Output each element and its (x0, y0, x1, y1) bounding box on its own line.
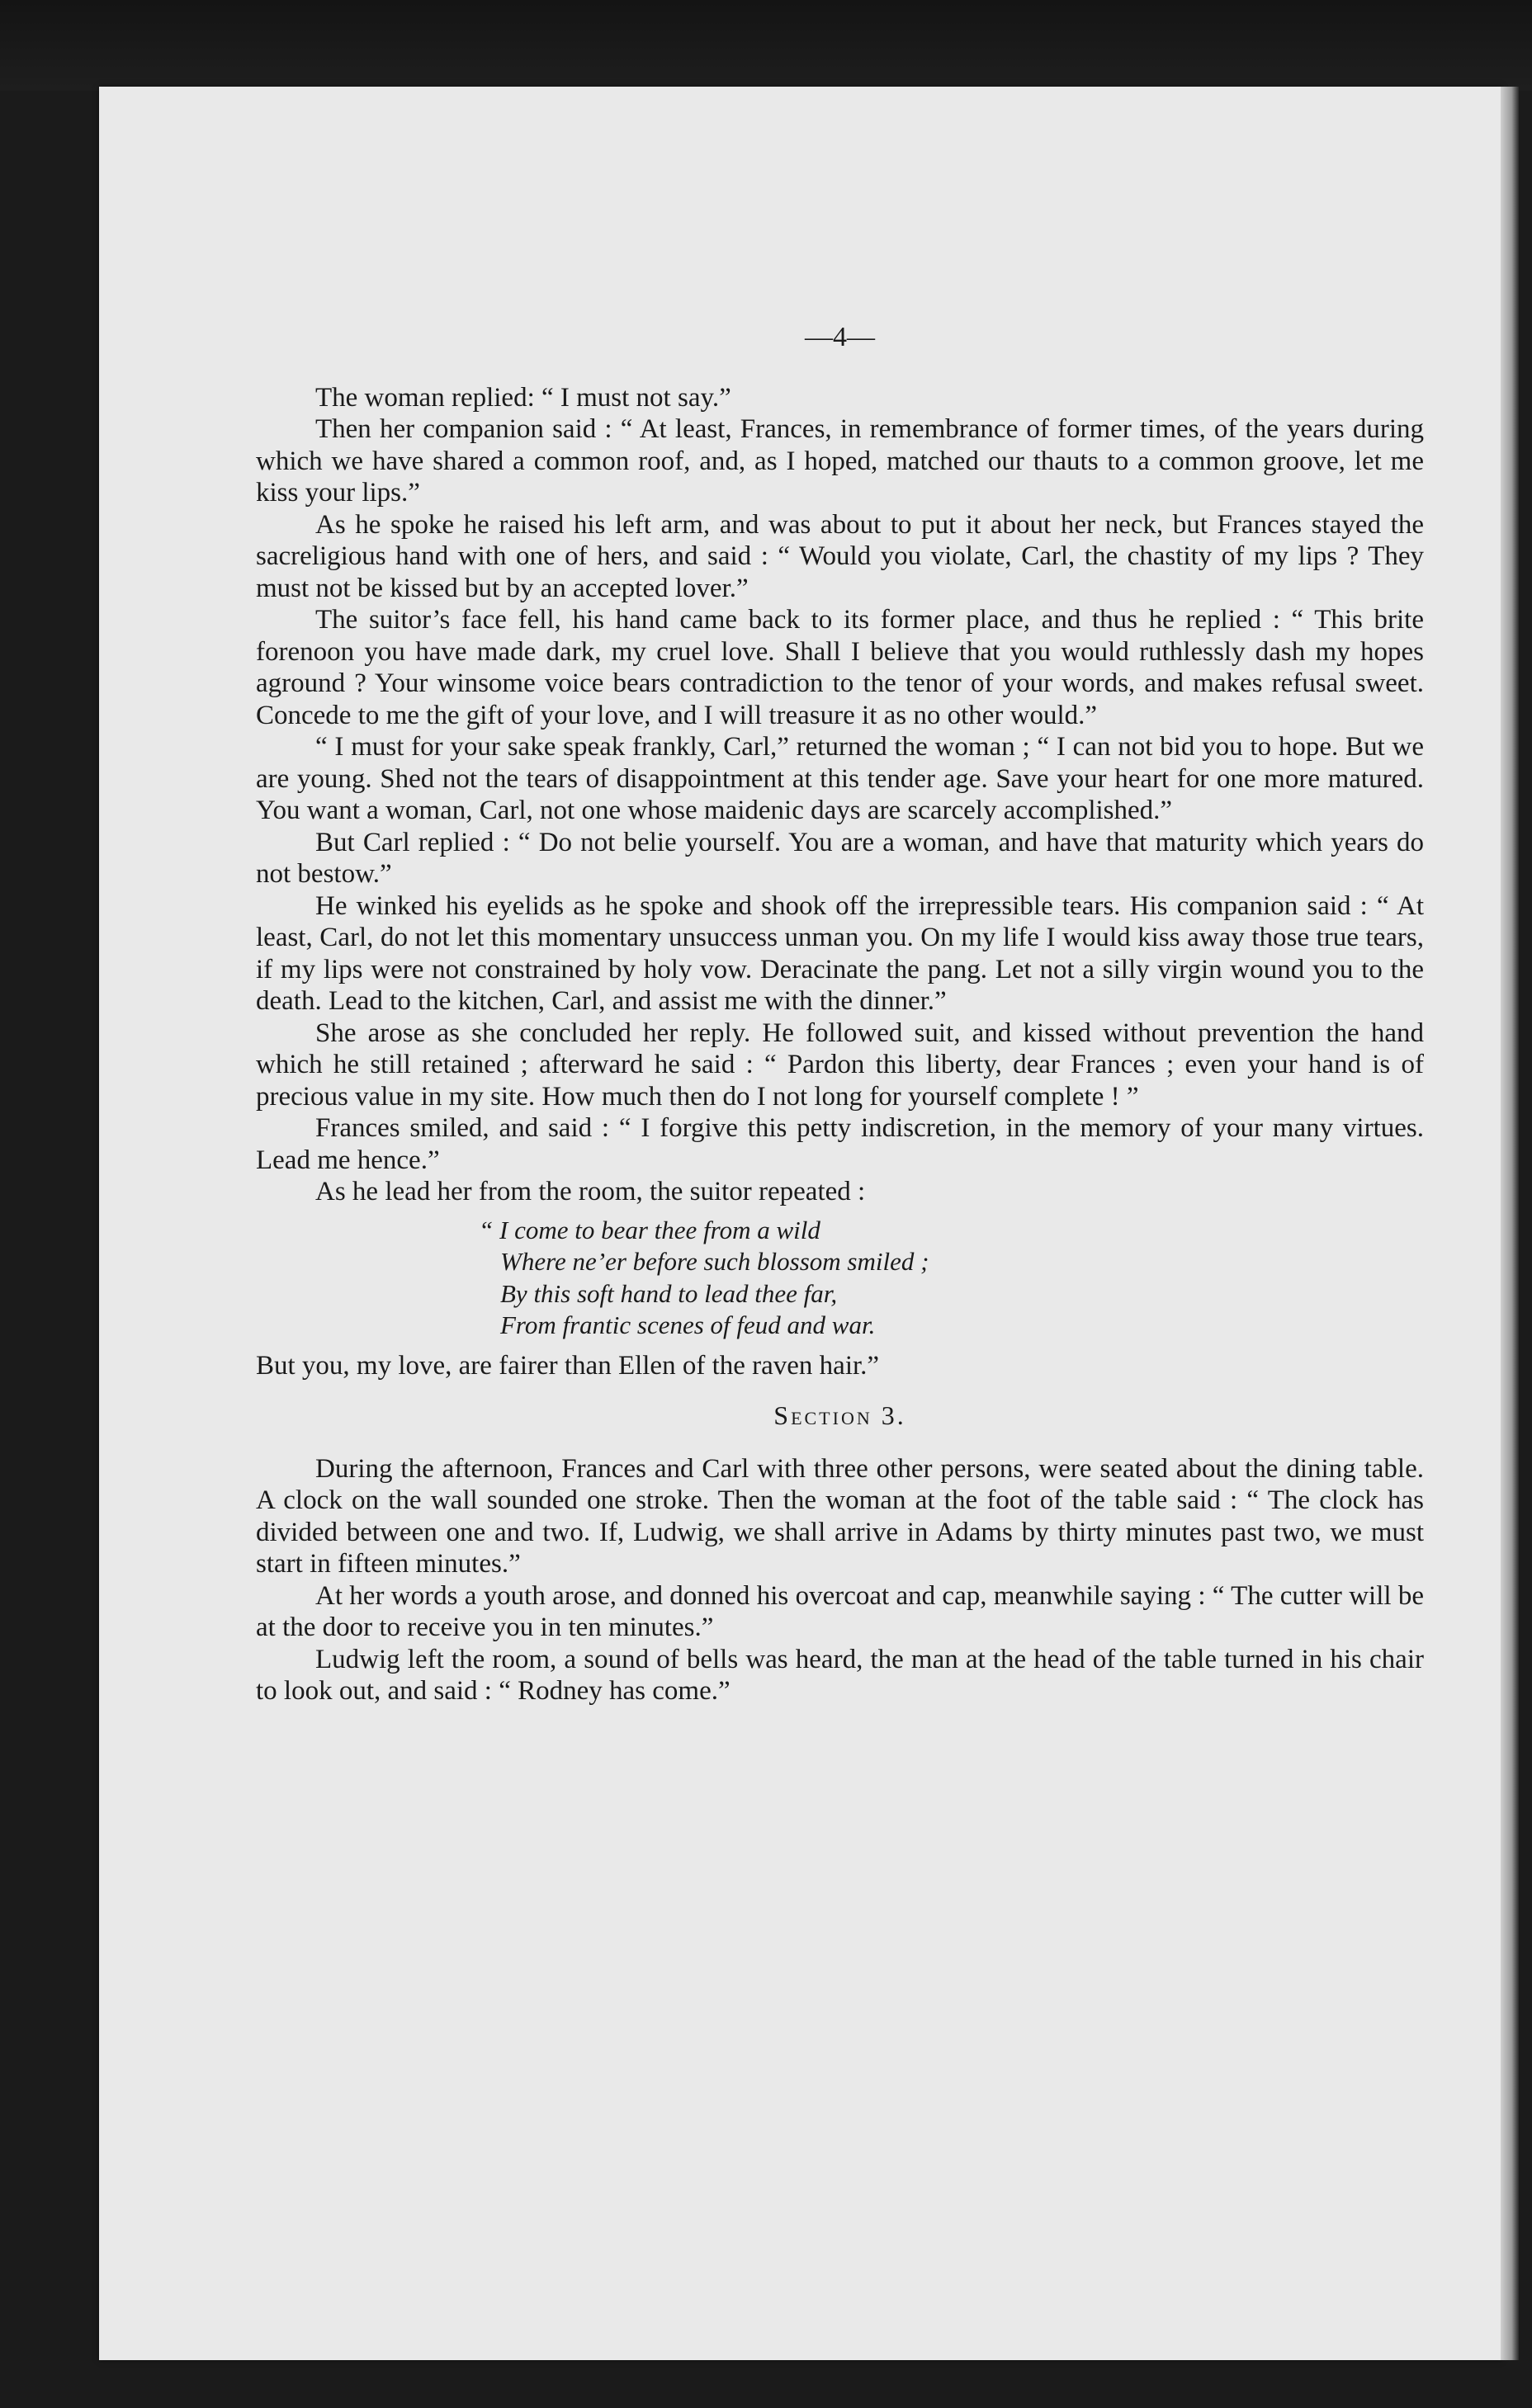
paragraph: Ludwig left the room, a sound of bells was heard, the man at the head of the table turned in his chair to look out, and said : “ Rodney has come.” (256, 1644, 1424, 1706)
paragraph: He winked his eyelids as he spoke and shook off the irrepressible tears. His companion said : “ At least, Carl, do not let this momentary unsuccess unman you. On my life I would kiss away those true tears, if my lips were not constrained by holy vow. Deracinate the pang. Let not a silly virgin wound you to the death. Lead to the kitchen, Carl, and assist me with the dinner.” (256, 890, 1424, 1016)
paragraph: But Carl replied : “ Do not belie yourself. You are a woman, and have that maturity which years do not bestow.” (256, 827, 1424, 889)
paragraph: As he lead her from the room, the suitor repeated : (315, 1177, 866, 1206)
verse-line: From frantic scenes of feud and war. (500, 1310, 876, 1339)
paragraph: Then her companion said : “ At least, Frances, in remembrance of former times, of the years during which we have shared a common roof, and, as I hoped, matched our thauts to a common groove, let me kiss your lips.” (256, 414, 1424, 508)
paragraph: At her words a youth arose, and donned his overcoat and cap, meanwhile saying : “ The cutter will be at the door to receive you in ten minutes.” (256, 1580, 1424, 1642)
paragraph: Frances smiled, and said : “ I forgive this petty indiscretion, in the memory of your many virtues. Lead me hence.” (256, 1113, 1424, 1175)
paragraph: The suitor’s face fell, his hand came back to its former place, and thus he replied : “ This brite forenoon you have made dark, my cruel love. Shall I believe that you would ruthlessly dash my hopes aground ? Your winsome voice bears contradiction to the tenor of your words, and makes refusal sweet. Concede to me the gift of your love, and I will treasure it as no other would.” (256, 605, 1424, 730)
scan-background (0, 0, 1532, 91)
verse-line: Where ne’er before such blossom smiled ; (500, 1247, 929, 1276)
paragraph: The woman replied: “ I must not say.” (315, 382, 731, 413)
page-edge (1501, 87, 1519, 2360)
page-number: —4— (805, 322, 875, 352)
page-text (256, 322, 1424, 1707)
verse-quote (256, 1215, 1424, 1342)
paragraph: As he spoke he raised his left arm, and was about to put it about her neck, but Frances stayed the sacreligious hand with one of hers, and said : “ Would you violate, Carl, the chastity of my lips ? They must not be kissed but by an accepted lover.” (256, 509, 1424, 603)
section-heading: Section 3. (773, 1400, 906, 1430)
verse-line: By this soft hand to lead thee far, (500, 1278, 838, 1308)
paragraph: She arose as she concluded her reply. He followed suit, and kissed without prevention the hand which he still retained ; afterward he said : “ Pardon this liberty, dear Frances ; even your hand is of precious value in my site. How much then do I not long for yourself complete ! ” (256, 1017, 1424, 1112)
paragraph: “ I must for your sake speak frankly, Carl,” returned the woman ; “ I can not bid you to hope. But we are young. Shed not the tears of disappointment at this tender age. Save your heart for one more matured. You want a woman, Carl, not one whose maidenic days are scarcely accomplished.” (256, 732, 1424, 825)
paragraph: But you, my love, are fairer than Ellen of the raven hair.” (256, 1350, 880, 1381)
verse-line: “ I come to bear thee from a wild (479, 1215, 820, 1244)
paragraph: During the afternoon, Frances and Carl with three other persons, were seated about the dining table. A clock on the wall sounded one stroke. Then the woman at the foot of the table said : “ The clock has divided between one and two. If, Ludwig, we shall arrive in Adams by thirty minutes past two, we must start in fifteen minutes.” (256, 1453, 1424, 1579)
